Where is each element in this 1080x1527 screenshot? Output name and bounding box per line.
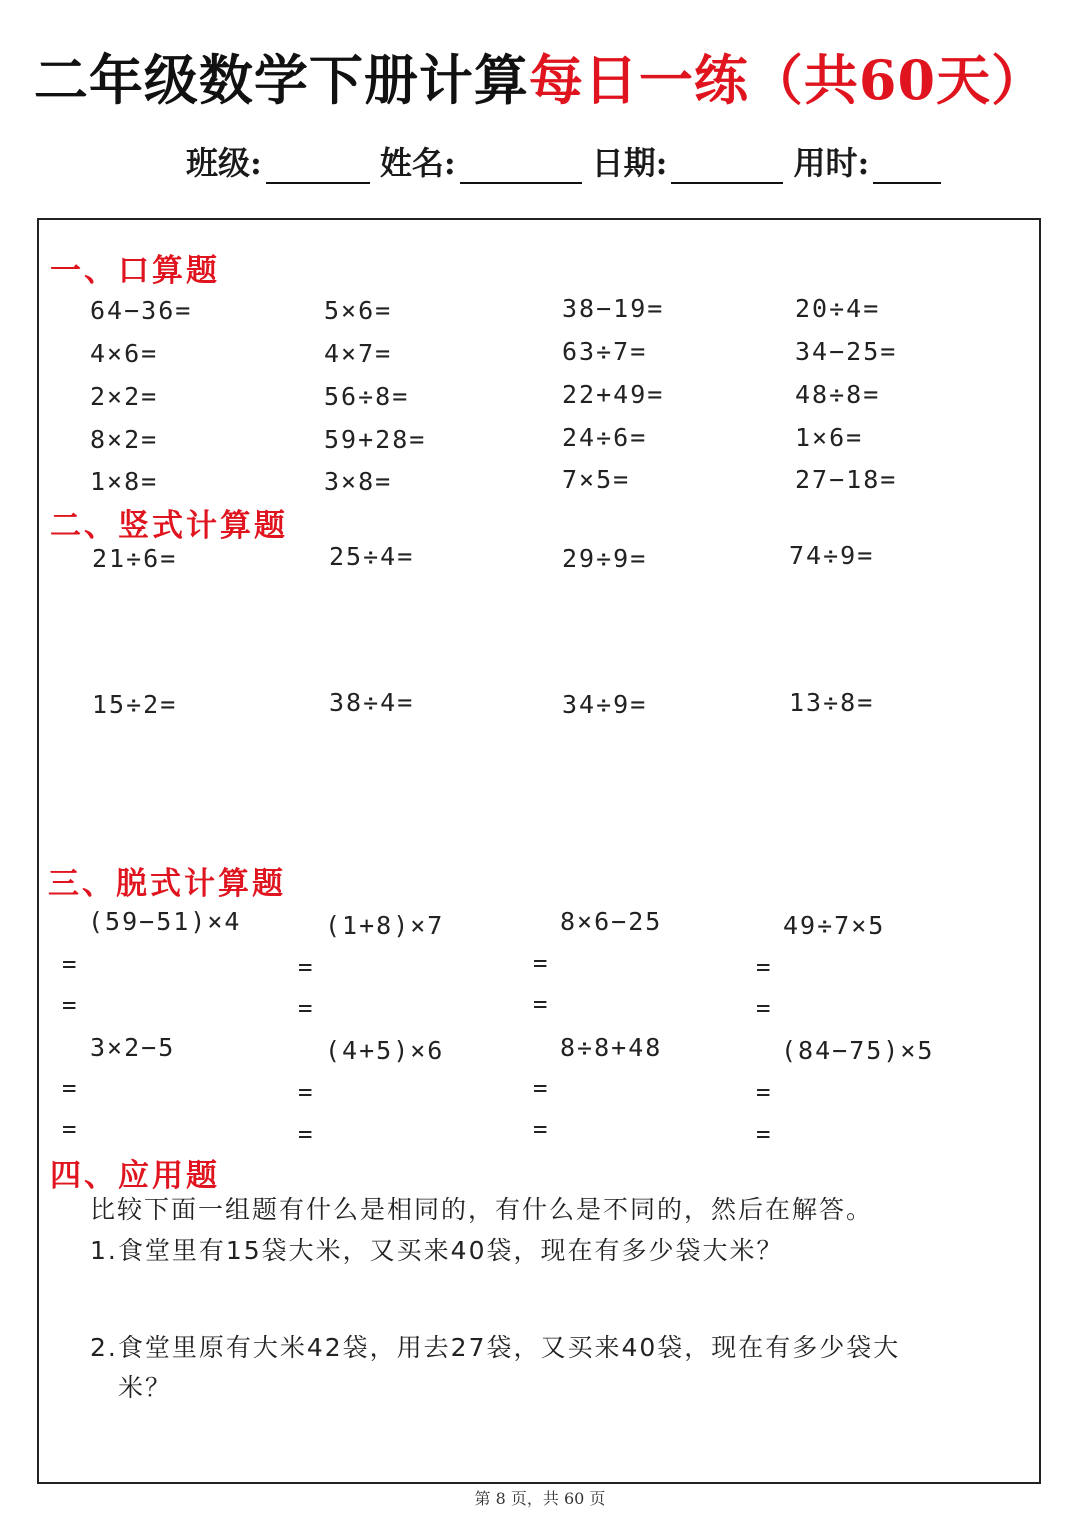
word-problem-intro: 比较下面一组题有什么是相同的，有什么是不同的，然后在解答。 (90, 1195, 874, 1224)
equals-sign: = (756, 953, 771, 981)
section3-heading: 三、脱式计算题 (48, 866, 286, 902)
stepwise-problem: (1+8)×7 (325, 911, 445, 940)
equals-sign: = (756, 1078, 771, 1106)
section4-heading: 四、应用题 (50, 1158, 220, 1194)
equals-sign: = (533, 1115, 548, 1143)
vertical-problem: 34÷9= (562, 690, 648, 719)
oral-problem: 56÷8= (324, 382, 410, 411)
word-problem-2: 2.食堂里原有大米42袋，用去27袋，又买来40袋，现在有多少袋大 (90, 1333, 901, 1362)
oral-problem: 4×7= (324, 339, 393, 368)
oral-problem: 2×2= (90, 382, 159, 411)
oral-problem: 8×2= (90, 425, 159, 454)
vertical-problem: 21÷6= (92, 544, 178, 573)
time-label: 用时: (793, 144, 870, 182)
equals-sign: = (62, 950, 77, 978)
title-black: 二年级数学下册计算 (33, 48, 529, 112)
stepwise-problem: 49÷7×5 (783, 911, 886, 940)
oral-problem: 1×6= (795, 423, 864, 452)
equals-sign: = (533, 990, 548, 1018)
class-label: 班级: (186, 144, 262, 182)
stepwise-problem: (59−51)×4 (88, 907, 242, 936)
equals-sign: = (298, 953, 313, 981)
vertical-problem: 15÷2= (92, 690, 178, 719)
equals-sign: = (298, 994, 313, 1022)
section2-heading: 二、竖式计算题 (50, 508, 288, 544)
equals-sign: = (756, 1120, 771, 1148)
oral-problem: 38−19= (562, 294, 665, 323)
oral-problem: 7×5= (562, 465, 631, 494)
section1-heading: 一、口算题 (50, 253, 220, 289)
name-label: 姓名: (379, 144, 456, 182)
oral-problem: 1×8= (90, 467, 159, 496)
oral-problem: 34−25= (795, 337, 898, 366)
stepwise-problem: 3×2−5 (90, 1033, 176, 1062)
equals-sign: = (62, 1074, 77, 1102)
stepwise-problem: (84−75)×5 (781, 1036, 935, 1065)
stepwise-problem: 8÷8+48 (560, 1033, 663, 1062)
oral-problem: 64−36= (90, 296, 193, 325)
equals-sign: = (62, 991, 77, 1019)
oral-problem: 22+49= (562, 380, 665, 409)
stepwise-problem: (4+5)×6 (325, 1036, 445, 1065)
vertical-problem: 38÷4= (329, 688, 415, 717)
page-title (0, 38, 1080, 115)
student-info-row (186, 138, 951, 184)
equals-sign: = (533, 949, 548, 977)
page-footer: 第 8 页，共 60 页 (474, 1489, 606, 1508)
word-problem-1: 1.食堂里有15袋大米，又买来40袋，现在有多少袋大米？ (90, 1236, 784, 1265)
equals-sign: = (298, 1078, 313, 1106)
date-label: 日期: (591, 144, 668, 182)
oral-problem: 48÷8= (795, 380, 881, 409)
oral-problem: 20÷4= (795, 294, 881, 323)
time-field[interactable] (873, 148, 941, 184)
vertical-problem: 29÷9= (562, 544, 648, 573)
oral-problem: 24÷6= (562, 423, 648, 452)
equals-sign: = (533, 1074, 548, 1102)
oral-problem: 27−18= (795, 465, 898, 494)
oral-problem: 4×6= (90, 339, 159, 368)
vertical-problem: 74÷9= (789, 541, 875, 570)
oral-problem: 59+28= (324, 425, 427, 454)
equals-sign: = (298, 1120, 313, 1148)
oral-problem: 63÷7= (562, 337, 648, 366)
worksheet-box (37, 218, 1041, 1484)
equals-sign: = (62, 1115, 77, 1143)
oral-problem: 3×8= (324, 467, 393, 496)
class-field[interactable] (266, 148, 370, 184)
word-problem-2-cont: 米？ (118, 1373, 173, 1402)
equals-sign: = (756, 994, 771, 1022)
oral-problem: 5×6= (324, 296, 393, 325)
name-field[interactable] (460, 148, 582, 184)
title-red: 每日一练（共60天） (528, 48, 1047, 112)
vertical-problem: 25÷4= (329, 542, 415, 571)
date-field[interactable] (671, 148, 783, 184)
stepwise-problem: 8×6−25 (560, 907, 663, 936)
vertical-problem: 13÷8= (789, 688, 875, 717)
